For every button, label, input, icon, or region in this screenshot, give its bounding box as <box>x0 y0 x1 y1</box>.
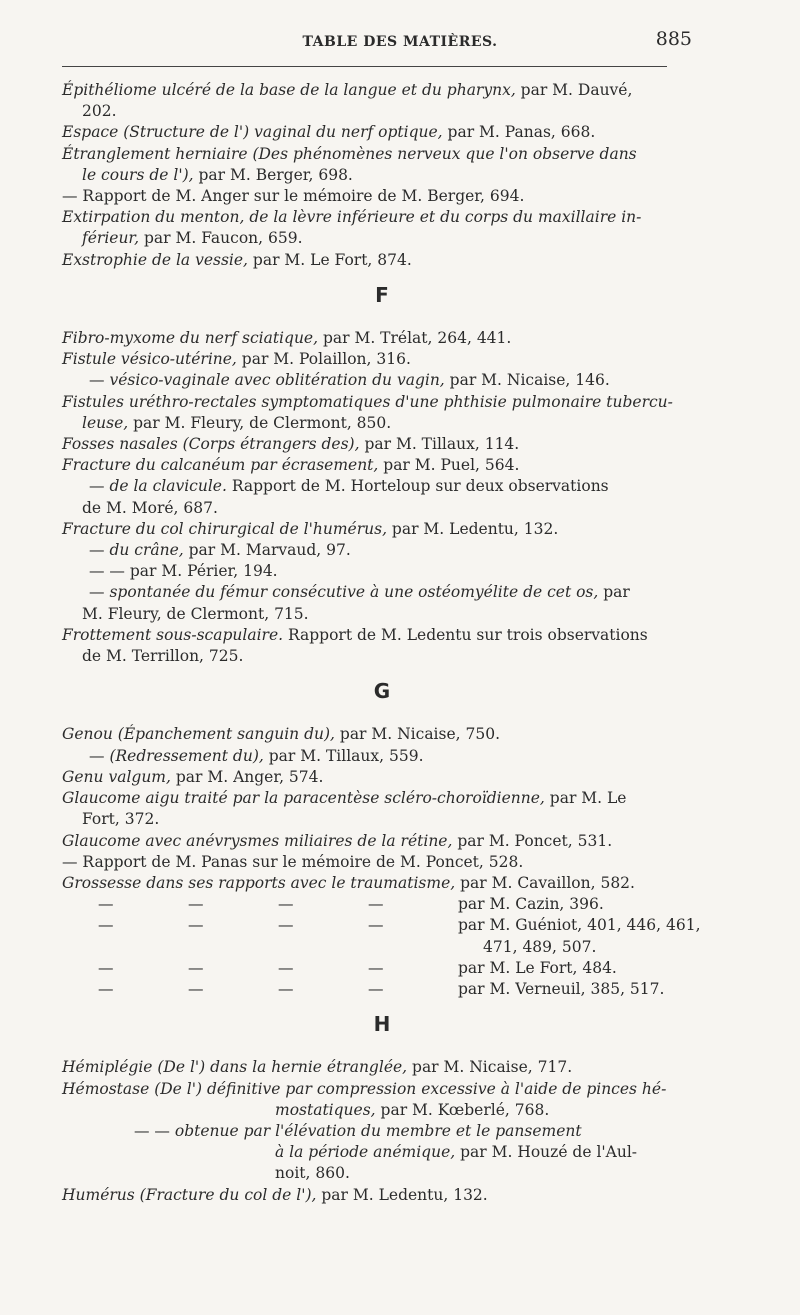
entry-continuation <box>62 1142 702 1163</box>
ditto-dash: — <box>89 746 110 765</box>
entry-reference: par M. Houzé de l'Aul- <box>455 1143 638 1162</box>
entry-title: vésico-vaginale avec oblitération du vagin, <box>109 371 445 390</box>
entry-line <box>62 80 702 101</box>
ditto-dash: — <box>98 895 114 914</box>
entry-line <box>62 1079 702 1100</box>
entry-line <box>62 625 702 646</box>
entry-reference: par <box>598 583 630 602</box>
entry-line <box>62 476 702 497</box>
section-g <box>62 724 702 894</box>
ditto-row <box>62 979 702 1000</box>
index-entry <box>62 455 702 476</box>
entry-reference: par M. Cazin, 396. <box>458 895 604 914</box>
letter-heading-f: F <box>375 282 389 307</box>
entry-line <box>62 561 702 582</box>
entry-reference: noit, 860. <box>275 1164 350 1183</box>
page-number: 885 <box>655 28 692 50</box>
entry-title: Hémiplégie (De l') dans la hernie étranglée, <box>62 1058 408 1077</box>
ditto-dash: — <box>368 979 384 998</box>
entry-continuation <box>62 228 702 249</box>
entry-continuation <box>62 1100 702 1121</box>
entry-line <box>62 582 702 603</box>
entry-reference: Rapport de M. Ledentu sur trois observations <box>283 625 648 644</box>
ditto-dash: — <box>89 541 110 560</box>
entry-title: Fistule vésico-utérine, <box>62 350 237 369</box>
entry-title: spontanée du fémur consécutive à une ostéomyélite de cet os, <box>109 583 599 602</box>
entry-line <box>62 122 702 143</box>
index-entry <box>62 250 702 271</box>
entry-line <box>62 1057 702 1078</box>
entry-title: Extirpation du menton, de la lèvre inférieure et du corps du maxillaire in- <box>62 208 642 227</box>
entry-title: (Redressement du), <box>109 746 264 765</box>
index-entry <box>62 625 702 667</box>
entry-title: Exstrophie de la vessie, <box>62 250 248 269</box>
index-entry <box>62 80 702 122</box>
entry-reference: M. Fleury, de Clermont, 715. <box>82 604 309 623</box>
entry-reference: par M. Dauvé, <box>515 81 633 99</box>
entry-title: obtenue par l'élévation du membre et le pansement <box>174 1121 582 1140</box>
entry-line <box>62 873 702 894</box>
entry-line <box>62 250 702 271</box>
entry-continuation <box>62 165 702 186</box>
index-body <box>62 80 702 1206</box>
entry-reference: par M. Marvaud, 97. <box>183 541 351 560</box>
entry-reference: par M. Le Fort, 484. <box>458 958 617 977</box>
ditto-dash: — <box>278 895 294 914</box>
ditto-dash: — <box>188 958 204 977</box>
index-entry <box>62 788 702 830</box>
section-f <box>62 328 702 667</box>
entry-title: Fracture du col chirurgical de l'humérus, <box>62 519 387 538</box>
section-h <box>62 1057 702 1205</box>
letter-heading-h: H <box>373 1012 391 1037</box>
index-entry <box>62 852 702 873</box>
entry-continuation <box>62 101 702 122</box>
entry-title: leuse, <box>82 413 129 432</box>
index-entry <box>62 873 702 894</box>
entry-reference: — Rapport de M. Anger sur le mémoire de M. Berger, 694. <box>62 187 525 206</box>
entry-reference: par M. Anger, 574. <box>170 767 324 786</box>
ditto-row <box>62 958 702 979</box>
entry-title: Fibro-myxome du nerf sciatique, <box>62 329 319 348</box>
running-header-title: TABLE DES MATIÈRES. <box>302 34 498 50</box>
entry-reference: par M. Le Fort, 874. <box>248 250 412 269</box>
entry-title: Fistules uréthro-rectales symptomatiques d'une phthisie pulmonaire tubercu- <box>62 392 673 411</box>
entry-title: Fosses nasales (Corps étrangers des), <box>62 435 360 454</box>
entry-title: Genu valgum, <box>62 767 171 786</box>
entry-reference: — Rapport de M. Panas sur le mémoire de M. Poncet, 528. <box>62 852 524 871</box>
entry-line <box>62 434 702 455</box>
index-entry <box>62 370 702 391</box>
entry-reference: par M. Berger, 698. <box>193 165 353 184</box>
entry-reference: par M. Périer, 194. <box>124 562 278 581</box>
entry-line <box>62 724 702 745</box>
entry-reference: par M. Tillaux, 559. <box>263 746 424 765</box>
entry-reference: par M. Kœberlé, 768. <box>375 1100 550 1119</box>
entry-continuation <box>62 937 702 958</box>
ditto-dash: — <box>98 916 114 935</box>
ditto-dash: — <box>89 477 110 496</box>
section-e <box>62 80 702 271</box>
ditto-dash: — <box>368 895 384 914</box>
entry-reference: 471, 489, 507. <box>483 937 597 956</box>
entry-line <box>62 455 702 476</box>
entry-reference: par M. Tillaux, 114. <box>359 435 520 454</box>
letter-heading-g: G <box>373 679 391 704</box>
index-entry <box>62 207 702 249</box>
index-entry <box>62 831 702 852</box>
entry-reference: par M. Puel, 564. <box>378 456 520 475</box>
entry-reference: par M. Fleury, de Clermont, 850. <box>128 413 392 432</box>
entry-reference: par M. Faucon, 659. <box>139 229 303 248</box>
index-entry <box>62 767 702 788</box>
entry-continuation <box>62 413 702 434</box>
ditto-dash: — <box>89 371 110 390</box>
entry-reference: de M. Moré, 687. <box>82 498 218 517</box>
ditto-dash: — <box>98 958 114 977</box>
ditto-dash: — <box>89 583 110 602</box>
entry-title: Glaucome avec anévrysmes miliaires de la rétine, <box>62 831 453 850</box>
entry-title: Étranglement herniaire (Des phénomènes nerveux que l'on observe dans <box>62 144 637 163</box>
entry-title: Épithéliome ulcéré de la base de la langue et du pharynx, <box>62 81 516 99</box>
entry-line <box>62 349 702 370</box>
ditto-dash: — <box>188 916 204 935</box>
entry-line <box>62 392 702 413</box>
entry-title: de la clavicule. <box>109 477 227 496</box>
entry-line <box>62 207 702 228</box>
entry-title: Humérus (Fracture du col de l'), <box>62 1185 317 1204</box>
index-entry <box>62 186 702 207</box>
entry-reference: par M. Panas, 668. <box>442 123 596 142</box>
index-entry <box>62 328 702 349</box>
entry-reference: par M. Nicaise, 146. <box>444 371 610 390</box>
entry-reference: par M. Verneuil, 385, 517. <box>458 979 665 998</box>
ditto-row <box>62 894 702 915</box>
entry-title: du crâne, <box>109 541 184 560</box>
entry-line <box>62 767 702 788</box>
entry-continuation <box>62 1163 702 1184</box>
index-entry <box>62 519 702 540</box>
entry-continuation <box>62 646 702 667</box>
index-entry <box>62 349 702 370</box>
ditto-dash: — <box>278 958 294 977</box>
index-entry <box>62 1185 702 1206</box>
header-rule <box>62 66 667 67</box>
entry-reference: par M. Le <box>544 789 627 808</box>
index-entry <box>62 122 702 143</box>
index-entry <box>62 746 702 767</box>
entry-title: mostatiques, <box>275 1100 376 1119</box>
ditto-dash: — <box>278 916 294 935</box>
entry-reference: par M. Guéniot, 401, 446, 461, <box>458 916 701 935</box>
ditto-dash: — <box>368 958 384 977</box>
entry-reference: Fort, 372. <box>82 810 160 829</box>
entry-reference: par M. Nicaise, 717. <box>407 1058 573 1077</box>
entry-continuation <box>62 809 702 830</box>
index-entry <box>62 1079 702 1121</box>
entry-reference: par M. Ledentu, 132. <box>387 519 559 538</box>
index-entry <box>62 392 702 434</box>
entry-line <box>62 788 702 809</box>
entry-line <box>62 370 702 391</box>
entry-continuation <box>62 604 702 625</box>
entry-continuation <box>62 498 702 519</box>
entry-reference: par M. Ledentu, 132. <box>316 1185 488 1204</box>
entry-line <box>62 1121 702 1142</box>
entry-reference: par M. Poncet, 531. <box>452 831 613 850</box>
ditto-row <box>62 915 702 936</box>
index-entry <box>62 561 702 582</box>
entry-line <box>62 519 702 540</box>
entry-title: Frottement sous-scapulaire. <box>62 625 284 644</box>
entry-title: Fracture du calcanéum par écrasement, <box>62 456 379 475</box>
entry-line <box>62 540 702 561</box>
ditto-dash: — <box>188 979 204 998</box>
index-entry <box>62 144 702 186</box>
entry-line <box>62 831 702 852</box>
entry-line <box>62 1185 702 1206</box>
ditto-dash: — <box>368 916 384 935</box>
entry-title: férieur, <box>82 229 140 248</box>
entry-reference: par M. Trélat, 264, 441. <box>318 329 512 348</box>
entry-title: Espace (Structure de l') vaginal du nerf optique, <box>62 123 443 142</box>
entry-line <box>62 144 702 165</box>
entry-title: Grossesse dans ses rapports avec le traumatisme, <box>62 873 456 892</box>
entry-reference: de M. Terrillon, 725. <box>82 647 244 666</box>
ditto-dash: — <box>188 895 204 914</box>
ditto-dash: — <box>278 979 294 998</box>
index-entry <box>62 582 702 624</box>
entry-reference: par M. Nicaise, 750. <box>334 725 501 744</box>
entry-line <box>62 852 702 873</box>
entry-line <box>62 186 702 207</box>
entry-title: le cours de l'), <box>82 165 194 184</box>
entry-title: Genou (Épanchement sanguin du), <box>62 725 335 744</box>
index-entry <box>62 1057 702 1078</box>
index-entry <box>62 1121 702 1185</box>
entry-reference: par M. Polaillon, 316. <box>236 350 411 369</box>
index-entry <box>62 724 702 745</box>
index-entry <box>62 434 702 455</box>
entry-title: à la période anémique, <box>275 1143 456 1162</box>
section-g-continuation <box>62 894 702 1000</box>
entry-line <box>62 328 702 349</box>
entry-reference: 202. <box>82 102 117 121</box>
entry-reference: par M. Cavaillon, 582. <box>455 873 635 892</box>
entry-title: Glaucome aigu traité par la paracentèse scléro-choroïdienne, <box>62 789 545 808</box>
entry-reference: Rapport de M. Horteloup sur deux observations <box>226 477 609 496</box>
entry-title: Hémostase (De l') définitive par compression excessive à l'aide de pinces hé- <box>62 1079 667 1098</box>
index-entry <box>62 540 702 561</box>
index-entry <box>62 476 702 518</box>
ditto-dash: — — <box>89 562 125 581</box>
ditto-dash: — — <box>134 1121 175 1140</box>
ditto-dash: — <box>98 979 114 998</box>
entry-line <box>62 746 702 767</box>
